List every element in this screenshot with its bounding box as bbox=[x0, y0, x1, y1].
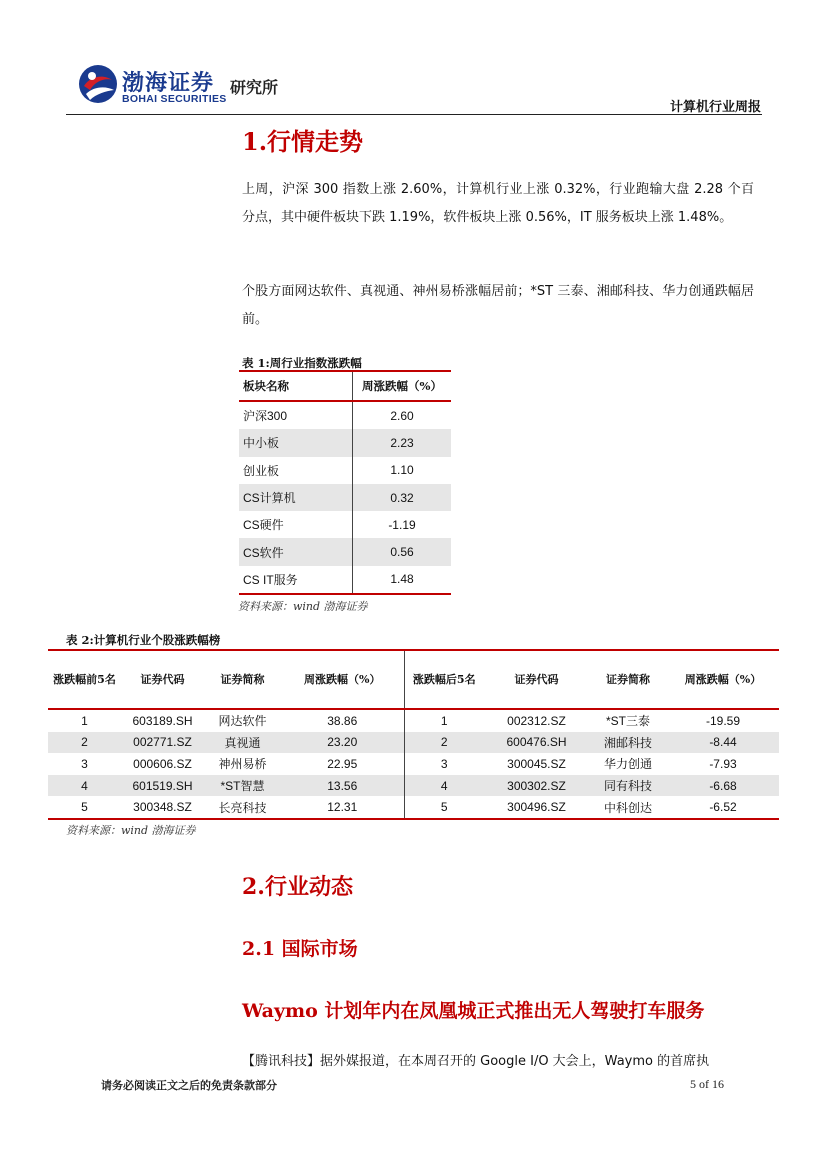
table-row bbox=[239, 457, 451, 484]
table-row bbox=[48, 775, 779, 797]
loser-change: -6.52 bbox=[667, 796, 779, 819]
loser-rank: 2 bbox=[404, 732, 484, 754]
table-row bbox=[48, 796, 779, 819]
sector-name: 中小板 bbox=[239, 429, 353, 456]
loser-code: 600476.SH bbox=[484, 732, 589, 754]
table-header-row bbox=[48, 650, 779, 709]
gainer-code: 601519.SH bbox=[121, 775, 204, 797]
sector-name: 沪深300 bbox=[239, 401, 353, 429]
table2-source: 资料来源：wind 渤海证券 bbox=[66, 824, 196, 837]
subsection-title-international: 2.1 国际市场 bbox=[242, 938, 358, 960]
loser-name: 中科创达 bbox=[589, 796, 667, 819]
table-row bbox=[239, 484, 451, 511]
loser-name: *ST三泰 bbox=[605, 714, 650, 729]
loser-rank: 3 bbox=[440, 756, 448, 771]
loser-change: -19.59 bbox=[705, 713, 741, 728]
table-row bbox=[48, 753, 779, 775]
column-header: 板块名称 bbox=[239, 371, 353, 401]
gainer-rank: 4 bbox=[48, 775, 121, 797]
news-headline: Waymo 计划年内在凤凰城正式推出无人驾驶打车服务 bbox=[242, 1000, 705, 1022]
market-summary-paragraph: 上周，沪深 300 指数上涨 2.60%，计算机行业上涨 0.32%，行业跑输大盘 2.28 个百分点，其中硬件板块下跌 1.19%，软件板块上涨 0.56%，IT 服务板块上涨 1.48%。 bbox=[242, 182, 754, 225]
loser-name: 同有科技 bbox=[589, 775, 667, 797]
gainer-rank: 3 bbox=[81, 756, 88, 771]
gainer-change: 23.20 bbox=[281, 732, 404, 754]
table-header-row bbox=[239, 371, 451, 401]
column-header: 证券简称 bbox=[204, 650, 281, 709]
loser-change: -8.44 bbox=[667, 732, 779, 754]
column-header: 周涨跌幅（%） bbox=[281, 650, 404, 709]
news-paragraph: 【腾讯科技】据外媒报道，在本周召开的 Google I/O 大会上，Waymo 的首席执 bbox=[242, 1054, 710, 1069]
column-header: 证券简称 bbox=[589, 650, 667, 709]
page-number: 5 of 16 bbox=[690, 1077, 724, 1091]
gainer-change: 12.31 bbox=[281, 796, 404, 819]
institute-label: 研究所 bbox=[230, 78, 279, 97]
column-header: 周涨跌幅（%） bbox=[353, 371, 452, 401]
sector-change: 1.48 bbox=[353, 566, 452, 594]
logo-english-name: BOHAI SECURITIES bbox=[122, 93, 227, 105]
report-type: 计算机行业周报 bbox=[669, 99, 761, 114]
table1-source: 资料来源：wind 渤海证券 bbox=[238, 600, 368, 613]
stock-summary-paragraph: 个股方面网达软件、真视通、神州易桥涨幅居前；*ST 三泰、湘邮科技、华力创通跌幅居前。 bbox=[242, 284, 754, 327]
gainer-name: 神州易桥 bbox=[218, 757, 267, 772]
sector-name: CS计算机 bbox=[239, 484, 353, 511]
loser-rank: 1 bbox=[440, 713, 448, 728]
gainer-change: 13.56 bbox=[281, 775, 404, 797]
header-divider bbox=[66, 114, 762, 115]
sector-name: CS IT服务 bbox=[239, 566, 353, 594]
gainer-name: 网达软件 bbox=[218, 714, 267, 729]
gainer-change: 38.86 bbox=[281, 709, 404, 732]
column-header: 证券代码 bbox=[121, 650, 204, 709]
loser-rank: 4 bbox=[404, 775, 484, 797]
table-row bbox=[239, 566, 451, 594]
column-header: 涨跌幅后5名 bbox=[404, 650, 484, 709]
table1-caption: 表 1:周行业指数涨跌幅 bbox=[242, 356, 362, 370]
table-row bbox=[48, 732, 779, 754]
sector-change: 2.60 bbox=[390, 408, 414, 423]
table-row bbox=[239, 538, 451, 565]
sector-change: -1.19 bbox=[388, 517, 416, 532]
loser-name: 华力创通 bbox=[603, 757, 652, 772]
column-header: 周涨跌幅（%） bbox=[667, 650, 779, 709]
sector-change: 0.32 bbox=[353, 484, 452, 511]
section-title-industry-news: 2.行业动态 bbox=[242, 874, 353, 900]
loser-rank: 5 bbox=[404, 796, 484, 819]
gainer-name: *ST智慧 bbox=[204, 775, 281, 797]
logo-chinese-name: 渤海证券 bbox=[122, 70, 215, 96]
gainer-code: 300348.SZ bbox=[121, 796, 204, 819]
loser-change: -6.68 bbox=[667, 775, 779, 797]
table-row bbox=[48, 709, 779, 732]
loser-code: 300496.SZ bbox=[484, 796, 589, 819]
table-row bbox=[239, 429, 451, 456]
sector-name: CS软件 bbox=[239, 538, 353, 565]
sector-change: 0.56 bbox=[353, 538, 452, 565]
gainer-rank: 5 bbox=[48, 796, 121, 819]
stock-ranking-table bbox=[48, 649, 779, 820]
column-header: 涨跌幅前5名 bbox=[48, 650, 121, 709]
column-header: 证券代码 bbox=[484, 650, 589, 709]
gainer-change: 22.95 bbox=[281, 753, 404, 775]
sector-name: 创业板 bbox=[239, 457, 353, 484]
loser-code: 002312.SZ bbox=[507, 713, 566, 728]
sector-index-table bbox=[239, 370, 451, 595]
sector-change: 1.10 bbox=[390, 463, 414, 478]
sector-name: CS硬件 bbox=[239, 511, 353, 538]
loser-code: 300045.SZ bbox=[507, 756, 566, 771]
gainer-code: 002771.SZ bbox=[121, 732, 204, 754]
loser-change: -7.93 bbox=[709, 756, 737, 771]
gainer-rank: 1 bbox=[81, 713, 88, 728]
gainer-rank: 2 bbox=[48, 732, 121, 754]
section-title-market-trend: 1.行情走势 bbox=[242, 127, 364, 156]
table-row bbox=[239, 511, 451, 538]
footer-disclaimer: 请务必阅读正文之后的免责条款部分 bbox=[101, 1079, 277, 1092]
table2-caption: 表 2:计算机行业个股涨跌幅榜 bbox=[66, 633, 221, 647]
gainer-name: 真视通 bbox=[204, 732, 281, 754]
sector-change: 2.23 bbox=[353, 429, 452, 456]
gainer-code: 603189.SH bbox=[132, 713, 193, 728]
bohai-logo-icon bbox=[78, 64, 118, 104]
gainer-name: 长亮科技 bbox=[204, 796, 281, 819]
table-row bbox=[239, 401, 451, 429]
gainer-code: 000606.SZ bbox=[133, 756, 192, 771]
loser-name: 湘邮科技 bbox=[589, 732, 667, 754]
loser-code: 300302.SZ bbox=[484, 775, 589, 797]
